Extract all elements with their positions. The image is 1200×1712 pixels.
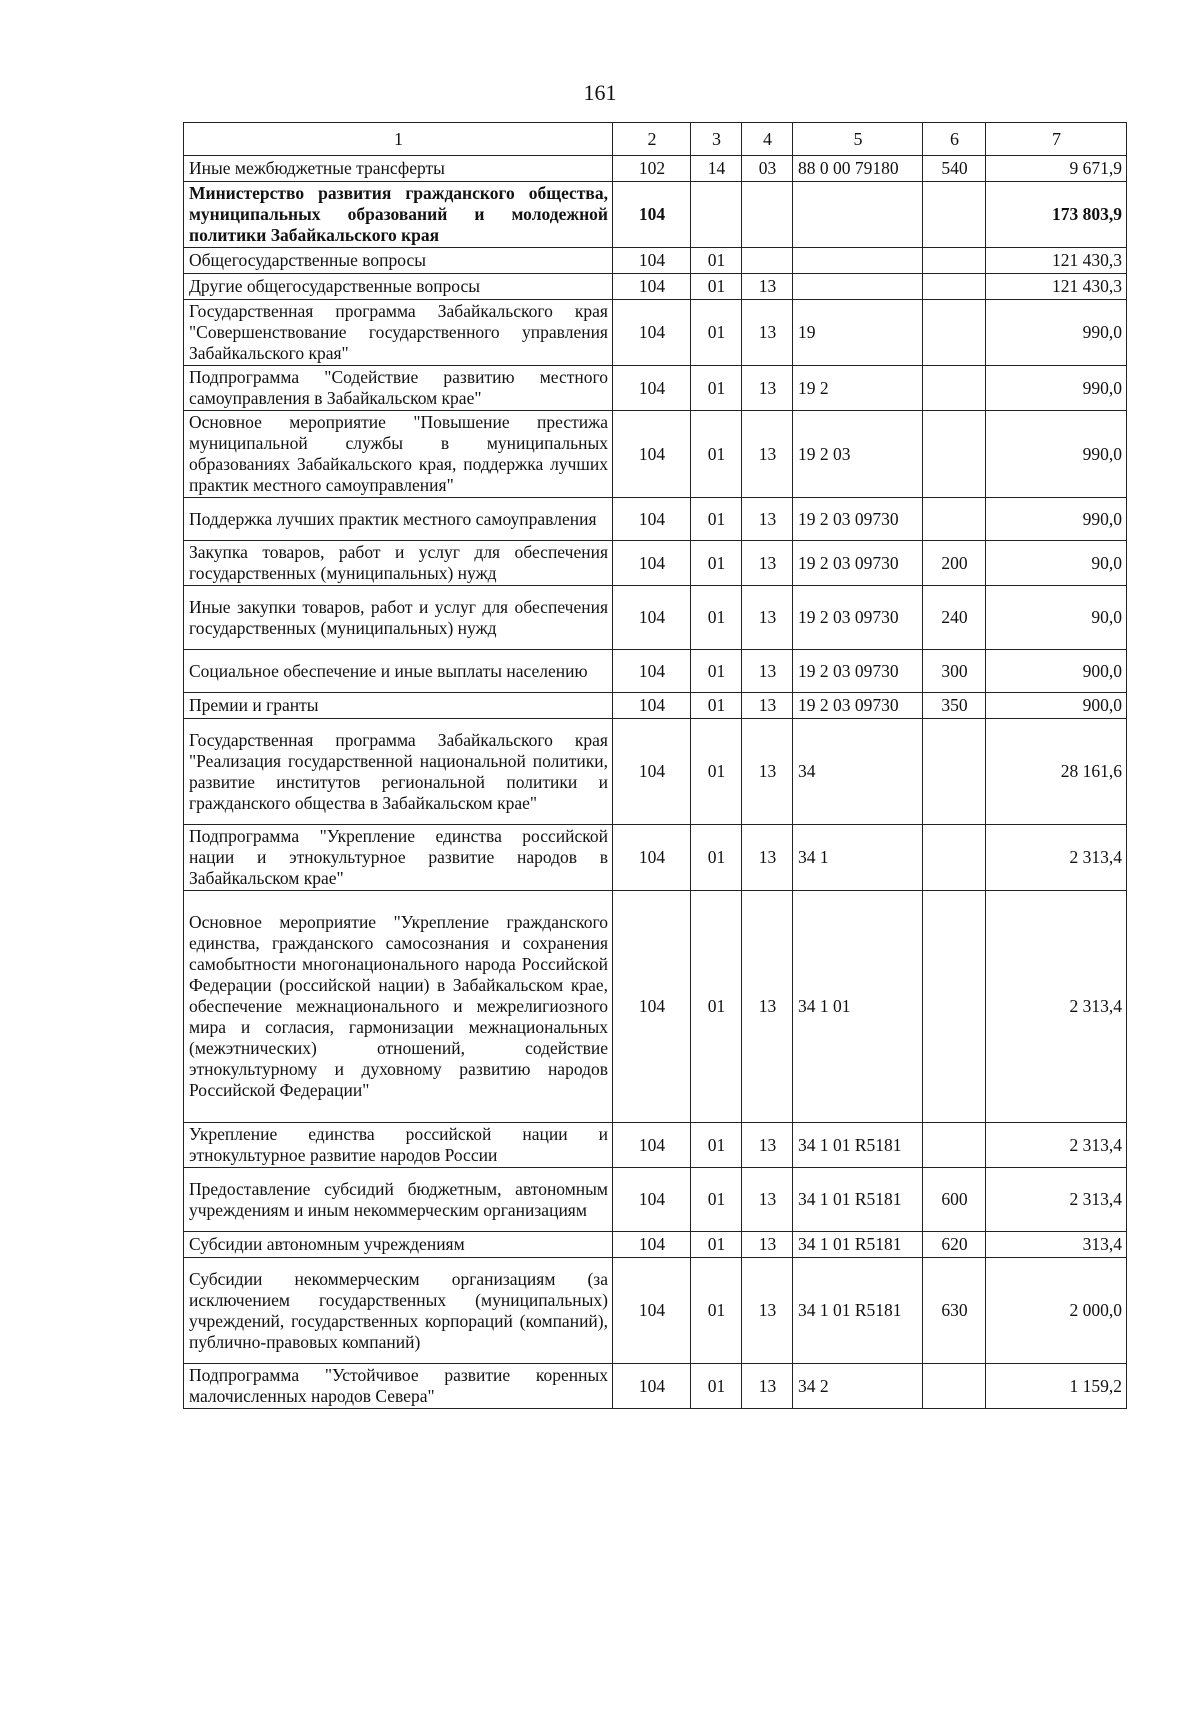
subsection-code-cell: 13 <box>742 541 793 586</box>
ministry-code-cell: 104 <box>613 411 691 498</box>
subsection-code-cell: 13 <box>742 586 793 650</box>
table-row <box>184 825 1127 891</box>
section-code-cell: 01 <box>691 1168 742 1232</box>
item-name-cell: Субсидии автономным учреждениям <box>184 1232 613 1258</box>
subsection-code-cell: 13 <box>742 1364 793 1409</box>
target-article-cell: 19 <box>793 300 923 366</box>
header-cell-3: 3 <box>691 123 742 156</box>
header-cell-4: 4 <box>742 123 793 156</box>
subsection-code-cell: 13 <box>742 693 793 719</box>
section-code-cell: 01 <box>691 411 742 498</box>
subsection-code-cell <box>742 248 793 274</box>
ministry-code-cell: 104 <box>613 1168 691 1232</box>
item-name-cell: Премии и гранты <box>184 693 613 719</box>
subsection-code-cell: 13 <box>742 1258 793 1364</box>
item-name-cell: Подпрограмма "Укрепление единства российской нации и этнокультурное развитие народов в Забайкальском крае" <box>184 825 613 891</box>
expense-type-cell: 540 <box>923 156 986 182</box>
table-row <box>184 300 1127 366</box>
item-name-cell: Министерство развития гражданского общества, муниципальных образований и молодежной политики Забайкальского края <box>184 182 613 248</box>
subsection-code-cell: 03 <box>742 156 793 182</box>
section-code-cell: 01 <box>691 1232 742 1258</box>
amount-cell: 990,0 <box>986 498 1127 541</box>
section-code-cell: 01 <box>691 586 742 650</box>
target-article-cell: 19 2 03 09730 <box>793 693 923 719</box>
expense-type-cell <box>923 300 986 366</box>
section-code-cell: 01 <box>691 274 742 300</box>
expense-type-cell <box>923 1364 986 1409</box>
expense-type-cell <box>923 891 986 1123</box>
subsection-code-cell: 13 <box>742 1123 793 1168</box>
table-row <box>184 1123 1127 1168</box>
expense-type-cell: 620 <box>923 1232 986 1258</box>
ministry-code-cell: 104 <box>613 366 691 411</box>
subsection-code-cell: 13 <box>742 274 793 300</box>
section-code-cell: 14 <box>691 156 742 182</box>
table-row <box>184 1364 1127 1409</box>
target-article-cell: 34 1 01 R5181 <box>793 1123 923 1168</box>
amount-cell: 990,0 <box>986 366 1127 411</box>
table-row <box>184 182 1127 248</box>
amount-cell: 990,0 <box>986 411 1127 498</box>
expense-type-cell <box>923 1123 986 1168</box>
budget-table <box>183 122 1127 1409</box>
section-code-cell: 01 <box>691 300 742 366</box>
expense-type-cell: 240 <box>923 586 986 650</box>
ministry-code-cell: 104 <box>613 693 691 719</box>
expense-type-cell <box>923 498 986 541</box>
expense-type-cell <box>923 182 986 248</box>
section-code-cell: 01 <box>691 891 742 1123</box>
section-code-cell: 01 <box>691 498 742 541</box>
amount-cell: 173 803,9 <box>986 182 1127 248</box>
expense-type-cell <box>923 719 986 825</box>
subsection-code-cell: 13 <box>742 1232 793 1258</box>
ministry-code-cell: 104 <box>613 1232 691 1258</box>
amount-cell: 90,0 <box>986 586 1127 650</box>
subsection-code-cell: 13 <box>742 1168 793 1232</box>
item-name-cell: Другие общегосударственные вопросы <box>184 274 613 300</box>
item-name-cell: Подпрограмма "Содействие развитию местного самоуправления в Забайкальском крае" <box>184 366 613 411</box>
expense-type-cell: 200 <box>923 541 986 586</box>
table-row <box>184 650 1127 693</box>
ministry-code-cell: 104 <box>613 248 691 274</box>
ministry-code-cell: 104 <box>613 541 691 586</box>
amount-cell: 28 161,6 <box>986 719 1127 825</box>
ministry-code-cell: 102 <box>613 156 691 182</box>
table-row <box>184 274 1127 300</box>
item-name-cell: Предоставление субсидий бюджетным, автономным учреждениям и иным некоммерческим организациям <box>184 1168 613 1232</box>
section-code-cell: 01 <box>691 693 742 719</box>
table-row <box>184 498 1127 541</box>
item-name-cell: Основное мероприятие "Укрепление гражданского единства, гражданского самосознания и сохранения самобытности многонационального народа Российской Федерации (российской нации) в Забайкальском крае, обеспечение межнационального и межрелигиозного мира и согласия, гармонизации межнациональных (межэтнических) отношений, содействие этнокультурному и духовному развитию народов Российской Федерации" <box>184 891 613 1123</box>
target-article-cell: 34 1 01 R5181 <box>793 1232 923 1258</box>
amount-cell: 313,4 <box>986 1232 1127 1258</box>
section-code-cell: 01 <box>691 248 742 274</box>
item-name-cell: Социальное обеспечение и иные выплаты населению <box>184 650 613 693</box>
ministry-code-cell: 104 <box>613 891 691 1123</box>
amount-cell: 121 430,3 <box>986 248 1127 274</box>
target-article-cell: 34 2 <box>793 1364 923 1409</box>
expense-type-cell: 350 <box>923 693 986 719</box>
table-row <box>184 1232 1127 1258</box>
ministry-code-cell: 104 <box>613 300 691 366</box>
subsection-code-cell: 13 <box>742 300 793 366</box>
amount-cell: 1 159,2 <box>986 1364 1127 1409</box>
amount-cell: 90,0 <box>986 541 1127 586</box>
table-row <box>184 1258 1127 1364</box>
table-row <box>184 719 1127 825</box>
ministry-code-cell: 104 <box>613 825 691 891</box>
expense-type-cell <box>923 366 986 411</box>
target-article-cell <box>793 274 923 300</box>
table-header-row <box>184 123 1127 156</box>
header-cell-1: 1 <box>184 123 613 156</box>
expense-type-cell <box>923 825 986 891</box>
table-row <box>184 586 1127 650</box>
amount-cell: 2 313,4 <box>986 825 1127 891</box>
target-article-cell: 19 2 03 09730 <box>793 498 923 541</box>
table-row <box>184 366 1127 411</box>
target-article-cell <box>793 182 923 248</box>
target-article-cell: 19 2 03 09730 <box>793 541 923 586</box>
target-article-cell: 34 1 01 R5181 <box>793 1168 923 1232</box>
amount-cell: 2 313,4 <box>986 1123 1127 1168</box>
target-article-cell: 19 2 03 <box>793 411 923 498</box>
amount-cell: 990,0 <box>986 300 1127 366</box>
section-code-cell: 01 <box>691 366 742 411</box>
target-article-cell: 19 2 <box>793 366 923 411</box>
ministry-code-cell: 104 <box>613 182 691 248</box>
section-code-cell: 01 <box>691 719 742 825</box>
target-article-cell: 19 2 03 09730 <box>793 586 923 650</box>
table-row <box>184 156 1127 182</box>
header-cell-7: 7 <box>986 123 1127 156</box>
subsection-code-cell: 13 <box>742 650 793 693</box>
amount-cell: 900,0 <box>986 693 1127 719</box>
ministry-code-cell: 104 <box>613 498 691 541</box>
header-cell-5: 5 <box>793 123 923 156</box>
header-cell-6: 6 <box>923 123 986 156</box>
expense-type-cell: 600 <box>923 1168 986 1232</box>
section-code-cell: 01 <box>691 650 742 693</box>
table-body <box>184 156 1127 1409</box>
target-article-cell: 34 <box>793 719 923 825</box>
expense-type-cell: 300 <box>923 650 986 693</box>
subsection-code-cell: 13 <box>742 891 793 1123</box>
table-row <box>184 248 1127 274</box>
section-code-cell: 01 <box>691 1364 742 1409</box>
item-name-cell: Поддержка лучших практик местного самоуправления <box>184 498 613 541</box>
table-row <box>184 693 1127 719</box>
table-row <box>184 541 1127 586</box>
item-name-cell: Общегосударственные вопросы <box>184 248 613 274</box>
item-name-cell: Субсидии некоммерческим организациям (за исключением государственных (муниципальных) учреждений, государственных корпораций (компаний), публично-правовых компаний) <box>184 1258 613 1364</box>
target-article-cell: 34 1 01 <box>793 891 923 1123</box>
table-row <box>184 411 1127 498</box>
amount-cell: 9 671,9 <box>986 156 1127 182</box>
target-article-cell <box>793 248 923 274</box>
item-name-cell: Иные закупки товаров, работ и услуг для обеспечения государственных (муниципальных) нужд <box>184 586 613 650</box>
page-number: 161 <box>583 80 617 105</box>
section-code-cell: 01 <box>691 1123 742 1168</box>
item-name-cell: Иные межбюджетные трансферты <box>184 156 613 182</box>
subsection-code-cell: 13 <box>742 498 793 541</box>
item-name-cell: Закупка товаров, работ и услуг для обеспечения государственных (муниципальных) нужд <box>184 541 613 586</box>
table-row <box>184 1168 1127 1232</box>
ministry-code-cell: 104 <box>613 586 691 650</box>
target-article-cell: 34 1 01 R5181 <box>793 1258 923 1364</box>
table-row <box>184 891 1127 1123</box>
amount-cell: 121 430,3 <box>986 274 1127 300</box>
expense-type-cell <box>923 248 986 274</box>
subsection-code-cell: 13 <box>742 366 793 411</box>
section-code-cell: 01 <box>691 825 742 891</box>
ministry-code-cell: 104 <box>613 1258 691 1364</box>
header-cell-2: 2 <box>613 123 691 156</box>
subsection-code-cell: 13 <box>742 825 793 891</box>
section-code-cell: 01 <box>691 1258 742 1364</box>
amount-cell: 2 313,4 <box>986 1168 1127 1232</box>
subsection-code-cell: 13 <box>742 719 793 825</box>
ministry-code-cell: 104 <box>613 1364 691 1409</box>
target-article-cell: 88 0 00 79180 <box>793 156 923 182</box>
section-code-cell: 01 <box>691 541 742 586</box>
amount-cell: 900,0 <box>986 650 1127 693</box>
expense-type-cell <box>923 411 986 498</box>
expense-type-cell: 630 <box>923 1258 986 1364</box>
section-code-cell <box>691 182 742 248</box>
item-name-cell: Подпрограмма "Устойчивое развитие коренных малочисленных народов Севера" <box>184 1364 613 1409</box>
item-name-cell: Государственная программа Забайкальского края "Совершенствование государственного управления Забайкальского края" <box>184 300 613 366</box>
ministry-code-cell: 104 <box>613 1123 691 1168</box>
item-name-cell: Государственная программа Забайкальского края "Реализация государственной национальной политики, развитие институтов региональной политики и гражданского общества в Забайкальском крае" <box>184 719 613 825</box>
ministry-code-cell: 104 <box>613 650 691 693</box>
item-name-cell: Укрепление единства российской нации и этнокультурное развитие народов России <box>184 1123 613 1168</box>
target-article-cell: 19 2 03 09730 <box>793 650 923 693</box>
amount-cell: 2 313,4 <box>986 891 1127 1123</box>
target-article-cell: 34 1 <box>793 825 923 891</box>
amount-cell: 2 000,0 <box>986 1258 1127 1364</box>
subsection-code-cell: 13 <box>742 411 793 498</box>
ministry-code-cell: 104 <box>613 274 691 300</box>
subsection-code-cell <box>742 182 793 248</box>
expense-type-cell <box>923 274 986 300</box>
ministry-code-cell: 104 <box>613 719 691 825</box>
item-name-cell: Основное мероприятие "Повышение престижа муниципальной службы в муниципальных образованиях Забайкальского края, поддержка лучших практик местного самоуправления" <box>184 411 613 498</box>
